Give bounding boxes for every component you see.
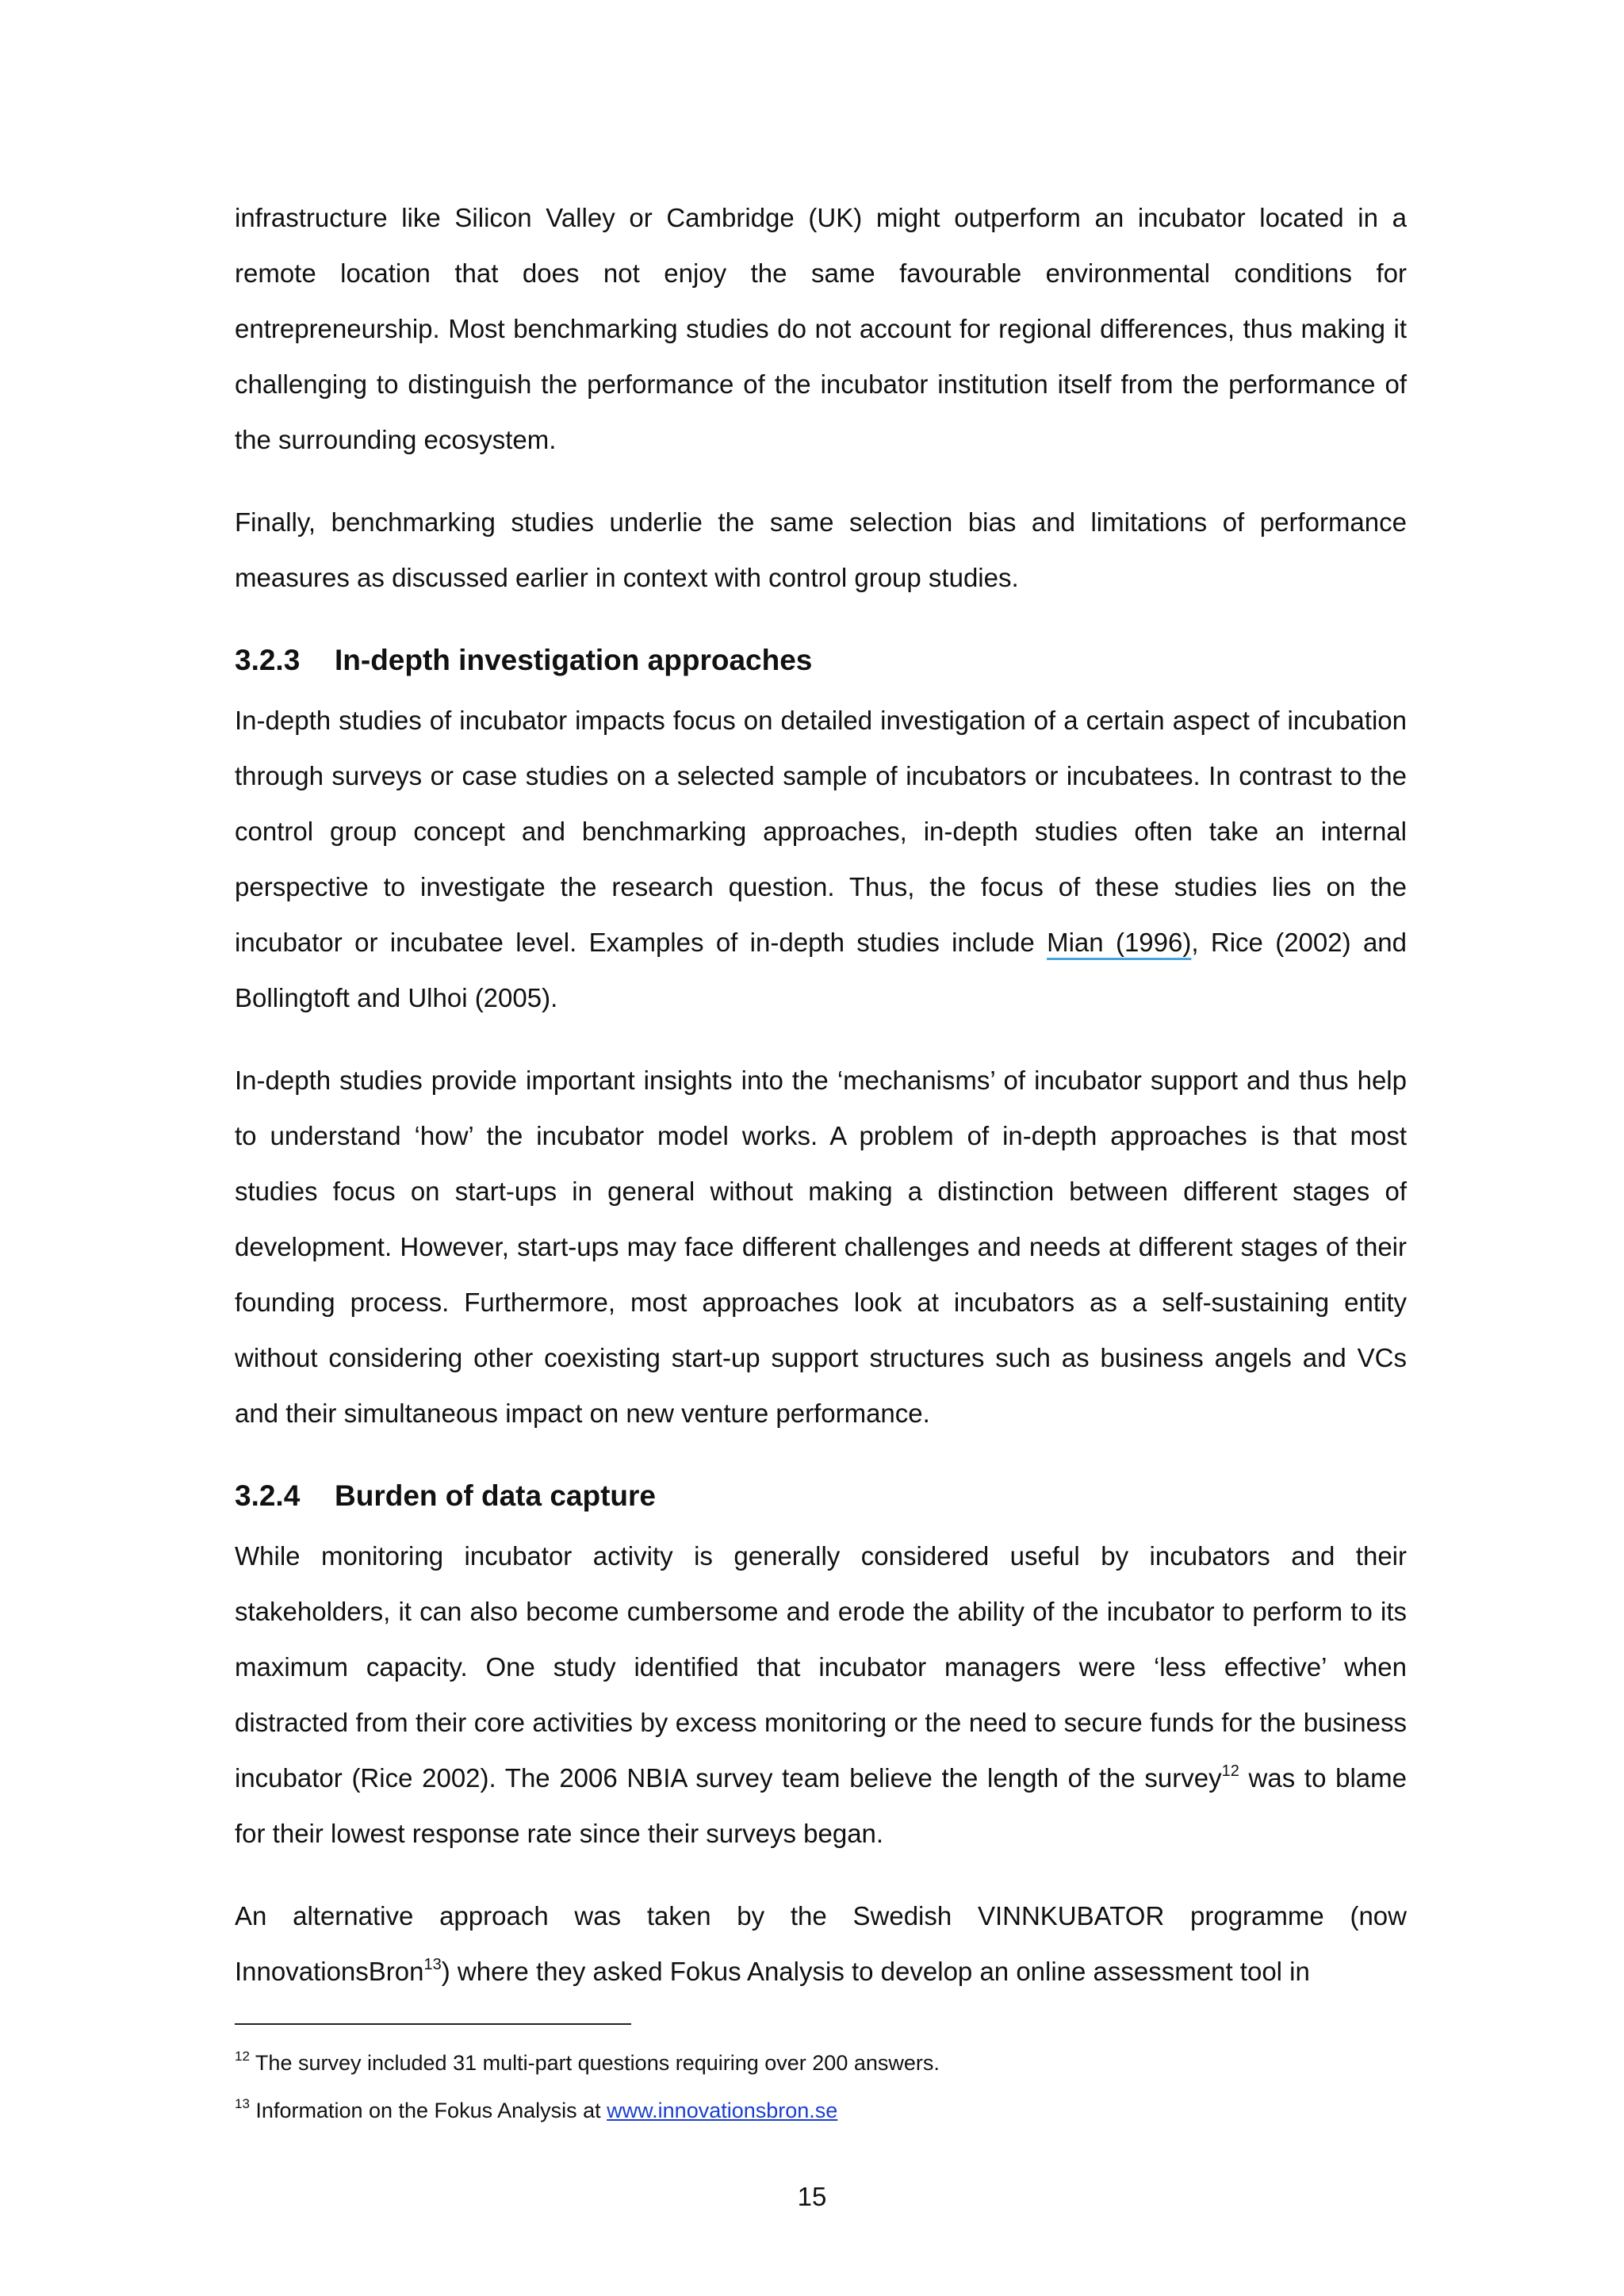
footnote-number: 12	[235, 2049, 250, 2064]
section-number: 3.2.4	[235, 1479, 301, 1512]
section-title: Burden of data capture	[335, 1479, 656, 1512]
page-number: 15	[797, 2182, 827, 2211]
document-page	[235, 190, 1407, 1999]
paragraph-text-end: , Rice (2002) and Bollingtoft and Ulhoi (2005).	[235, 928, 1408, 1012]
section-heading-3-2-4	[235, 1468, 1407, 1524]
paragraph-benchmarking-bias: Finally, benchmarking studies underlie the same selection bias and limitations of performance measures as discussed earlier in context with control group studies.	[235, 507, 1407, 592]
paragraph-in-depth-studies	[235, 693, 1407, 1026]
section-heading-3-2-3	[235, 633, 1407, 688]
footnote-ref-13: 13	[423, 1956, 442, 1973]
paragraph-text: In-depth studies of incubator impacts focus on detailed investigation of a certain aspect of incubation through surveys or case studies on a selected sample of incubators or incubatees. In contrast to the control group concept and benchmarking approaches, in-depth studies often take an internal perspective to investigate the research question. Thus, the focus of these studies lies on the incubator or incubatee level. Examples of in-depth studies include	[235, 706, 1407, 957]
footnote-ref-12: 12	[1221, 1762, 1239, 1780]
footnote-12	[235, 2039, 1407, 2087]
innovationsbron-link[interactable]: www.innovationsbron.se	[607, 2099, 838, 2122]
paragraph-alternative-approach	[235, 1888, 1407, 1999]
footnote-text: The survey included 31 multi-part questions requiring over 200 answers.	[249, 2051, 940, 2075]
section-number: 3.2.3	[235, 644, 301, 676]
paragraph-regional-differences: infrastructure like Silicon Valley or Cambridge (UK) might outperform an incubator located in a remote location that does not enjoy the same favourable environmental conditions for entrepreneurship. Most benchmarking studies do not account for regional differences, thus making it challenging to distinguish the performance of the incubator institution itself from the performance of the surrounding ecosystem.	[235, 203, 1407, 454]
paragraph-text-end: was to blame for their lowest response rate since their surveys began.	[235, 1763, 1407, 1848]
paragraph-monitoring-burden	[235, 1529, 1407, 1862]
paragraph-text: An alternative approach was taken by the Swedish VINNKUBATOR programme (now InnovationsBron	[235, 1901, 1407, 1986]
paragraph-in-depth-insights: In-depth studies provide important insights into the ‘mechanisms’ of incubator support and thus help to understand ‘how’ the incubator model works. A problem of in-depth approaches is that most studies focus on start-ups in general without making a distinction between different stages of development. However, start-ups may face different challenges and needs at different stages of their founding process. Furthermore, most approaches look at incubators as a self-sustaining entity without considering other coexisting start-up support structures such as business angels and VCs and their simultaneous impact on new venture performance.	[235, 1066, 1407, 1428]
footnote-number: 13	[235, 2096, 250, 2111]
citation-mian: Mian (1996)	[1047, 928, 1192, 957]
paragraph-text: While monitoring incubator activity is generally considered useful by incubators and their stakeholders, it can also become cumbersome and erode the ability of the incubator to perform to its maximum capacity. One study identified that incubator managers were ‘less effective’ when distracted from their core activities by excess monitoring or the need to secure funds for the business incubator (Rice 2002). The 2006 NBIA survey team believe the length of the survey	[235, 1541, 1407, 1793]
footnote-13	[235, 2087, 1407, 2134]
section-title: In-depth investigation approaches	[335, 644, 813, 676]
footnote-text: Information on the Fokus Analysis at	[249, 2099, 607, 2122]
footnote-separator	[235, 2023, 631, 2025]
footnotes	[235, 2039, 1407, 2134]
paragraph-text-end: ) where they asked Fokus Analysis to develop an online assessment tool in	[441, 1957, 1310, 1986]
